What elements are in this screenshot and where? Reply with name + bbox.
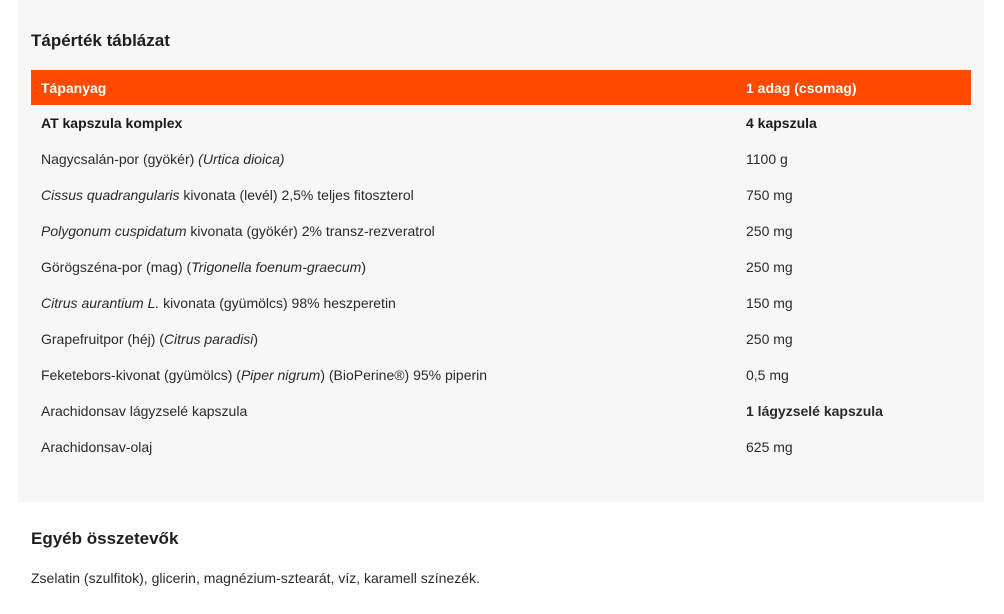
- table-row: [31, 429, 971, 465]
- ingredient-text: ) (BioPerine®) 95% piperin: [320, 367, 488, 383]
- table-row: [31, 321, 971, 357]
- table-row: [31, 393, 971, 429]
- amount-cell: 4 kapszula: [746, 115, 817, 131]
- amount-cell: 250 mg: [746, 259, 793, 275]
- nutrition-table: [31, 70, 971, 465]
- ingredient-text: Arachidonsav-olaj: [41, 439, 153, 455]
- ingredient-latin-name: Polygonum cuspidatum: [41, 223, 187, 239]
- ingredient-text: kivonata (levél) 2,5% teljes fitoszterol: [179, 187, 414, 203]
- ingredient-text: Feketebors-kivonat (gyümölcs) (: [41, 367, 241, 383]
- ingredient-text: kivonata (gyümölcs) 98% heszperetin: [159, 295, 396, 311]
- ingredient-cell: [31, 177, 736, 213]
- other-ingredients-text: Zselatin (szulfitok), glicerin, magnézium-sztearát, víz, karamell színezék.: [31, 570, 480, 586]
- ingredient-cell: [31, 357, 736, 393]
- ingredient-cell: [31, 429, 736, 465]
- ingredient-cell: [31, 213, 736, 249]
- other-ingredients-title: Egyéb összetevők: [31, 529, 179, 548]
- table-body: [31, 105, 971, 465]
- ingredient-latin-name: Citrus aurantium L.: [41, 295, 160, 311]
- ingredient-cell: [31, 105, 736, 141]
- header-serving: 1 adag (csomag): [736, 70, 971, 105]
- ingredient-cell: [31, 141, 736, 177]
- ingredient-text: kivonata (gyökér) 2% transz-rezveratrol: [186, 223, 435, 239]
- ingredient-text: ): [361, 259, 366, 275]
- nutrition-table-title: Tápérték táblázat: [31, 31, 170, 50]
- amount-cell: 250 mg: [746, 223, 793, 239]
- ingredient-text: Grapefruitpor (héj) (: [41, 331, 164, 347]
- table-row: [31, 141, 971, 177]
- ingredient-latin-name: Cissus quadrangularis: [41, 187, 180, 203]
- amount-cell: 1 lágyzselé kapszula: [746, 403, 883, 419]
- ingredient-text: Nagycsalán-por (gyökér): [41, 151, 199, 167]
- amount-cell: 750 mg: [746, 187, 793, 203]
- table-row: [31, 285, 971, 321]
- amount-cell: 625 mg: [746, 439, 793, 455]
- ingredient-cell: [31, 321, 736, 357]
- ingredient-text: Görögszéna-por (mag) (: [41, 259, 192, 275]
- ingredient-latin-name: Piper nigrum: [240, 367, 321, 383]
- ingredient-text: Arachidonsav lágyzselé kapszula: [41, 403, 248, 419]
- table-row: [31, 105, 971, 141]
- amount-cell: 250 mg: [746, 331, 793, 347]
- ingredient-cell: [31, 285, 736, 321]
- header-nutrient: Tápanyag: [31, 70, 736, 105]
- table-row: [31, 249, 971, 285]
- ingredient-latin-name: Citrus paradisi: [163, 331, 254, 347]
- ingredient-latin-name: Trigonella foenum-graecum: [191, 259, 362, 275]
- ingredient-cell: [31, 393, 736, 429]
- ingredient-text: ): [253, 331, 259, 347]
- ingredient-latin-name: (Urtica dioica): [198, 151, 285, 167]
- table-header-row: [31, 70, 971, 105]
- amount-cell: 150 mg: [746, 295, 793, 311]
- amount-cell: 1100 g: [746, 151, 788, 167]
- amount-cell: 0,5 mg: [746, 367, 789, 383]
- table-row: [31, 177, 971, 213]
- ingredient-cell: [31, 249, 736, 285]
- ingredient-text: AT kapszula komplex: [41, 115, 183, 131]
- table-row: [31, 213, 971, 249]
- table-row: [31, 357, 971, 393]
